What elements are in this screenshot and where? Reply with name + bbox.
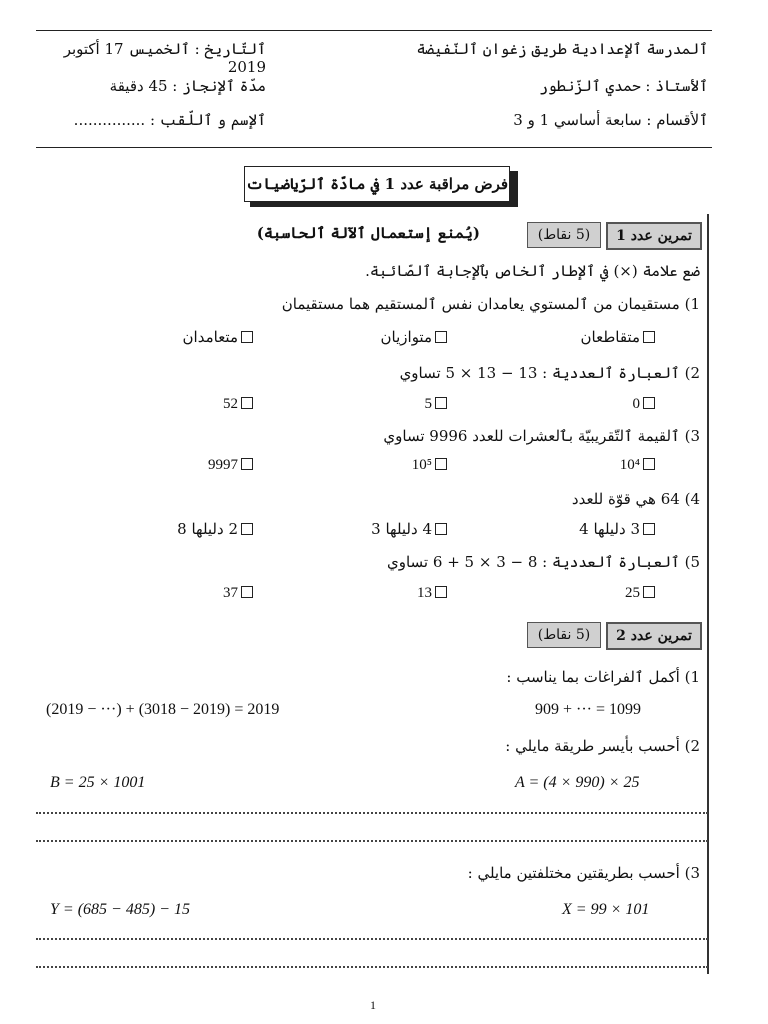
question-2: 2) ٱلعبارة ٱلعددية : 13 − 13 × 5 تساوي: [399, 364, 700, 382]
ex2-question-2: 2) أحسب بأيسر طريقة مايلي :: [505, 737, 700, 755]
exam-duration: مدّة ٱلإنجاز : 45 دقيقة: [109, 77, 266, 95]
q2-option-3[interactable]: 52: [223, 396, 256, 413]
checkbox-icon[interactable]: [435, 523, 447, 535]
exercise2-points: (5 نقاط): [537, 627, 591, 643]
q3-option-3[interactable]: 9997: [208, 457, 256, 474]
checkbox-icon[interactable]: [643, 397, 655, 409]
checkbox-icon[interactable]: [435, 586, 447, 598]
question-1: [100, 295, 700, 313]
page-number: 1: [370, 998, 376, 1012]
question-4: 4) 64 هي قوّة للعدد: [571, 490, 700, 508]
header-top-rule: [36, 30, 712, 31]
q5-option-1[interactable]: 25: [625, 585, 658, 602]
checkbox-icon[interactable]: [241, 331, 253, 343]
exercise1-label: تمرين عدد 1: [616, 228, 692, 244]
checkbox-icon[interactable]: [241, 586, 253, 598]
exercise1-instruction: ضع علامة (×) في ٱلإطار ٱلخاص بٱلإجابة ٱلصّائبة.: [365, 262, 700, 280]
exam-title: فرض مراقبة عدد 1 في مادّة ٱلرّياضيات: [245, 175, 509, 193]
q4-option-3[interactable]: 2 دليلها 8: [177, 520, 256, 538]
checkbox-icon[interactable]: [435, 331, 447, 343]
title-box: [244, 166, 510, 202]
q3-option-2[interactable]: 10⁵: [412, 457, 450, 474]
checkbox-icon[interactable]: [435, 458, 447, 470]
q1-option-2[interactable]: متوازيان: [381, 328, 450, 346]
question-1-text: مستقيمان من ٱلمستوي يعامدان نفس ٱلمستقيم هما مستقيمان: [281, 295, 680, 313]
calculator-note: (يُمنع إستعمال ٱلآلة ٱلحاسبة): [256, 224, 480, 242]
ex2-q3-equation-X: X = 99 × 101: [562, 901, 650, 918]
school-name: ٱلمدرسة ٱلإعدادية طريق زغوان ٱلنّفيضة: [416, 40, 708, 58]
exam-date: ٱلتّاريخ : ٱلخميس 17 أكتوبر 2019: [63, 40, 266, 76]
q2-option-1[interactable]: 0: [633, 396, 659, 413]
q1-option-1[interactable]: متقاطعان: [581, 328, 658, 346]
exercise1-points: (5 نقاط): [537, 227, 591, 243]
ex2-q2-equation-A: A = (4 × 990) × 25: [515, 774, 640, 791]
q4-option-2[interactable]: 4 دليلها 3: [371, 520, 450, 538]
q4-option-1[interactable]: 3 دليلها 4: [579, 520, 658, 538]
checkbox-icon[interactable]: [241, 523, 253, 535]
answer-dotted-line[interactable]: [36, 840, 708, 842]
ex2-question-3: 3) أحسب بطريقتين مختلفتين مايلي :: [467, 864, 700, 882]
checkbox-icon[interactable]: [241, 458, 253, 470]
margin-rule: [707, 214, 709, 974]
name-field[interactable]: ٱلإسم و ٱللّقب : ...............: [73, 111, 266, 129]
checkbox-icon[interactable]: [643, 331, 655, 343]
q3-option-1[interactable]: 10⁴: [620, 457, 658, 474]
ex2-q1-equation-left: (2019 − ···) + (3018 − 2019) = 2019: [46, 701, 280, 718]
question-5: 5) ٱلعبارة ٱلعددية : 8 − 3 × 5 + 6 تساوي: [387, 553, 700, 571]
checkbox-icon[interactable]: [643, 586, 655, 598]
question-1-num: 1): [684, 295, 700, 313]
ex2-q3-equation-Y: Y = (685 − 485) − 15: [50, 901, 190, 918]
classes: ٱلأقسام : سابعة أساسي 1 و 3: [513, 111, 708, 129]
ex2-q2-equation-B: B = 25 × 1001: [50, 774, 146, 791]
exercise2-label-box: [606, 622, 702, 650]
ex2-question-1: 1) أكمل ٱلفراغات بما يناسب :: [506, 668, 700, 686]
q5-option-2[interactable]: 13: [417, 585, 450, 602]
checkbox-icon[interactable]: [241, 397, 253, 409]
exercise1-label-box: [606, 222, 702, 250]
answer-dotted-line[interactable]: [36, 966, 708, 968]
answer-dotted-line[interactable]: [36, 938, 708, 940]
teacher-name: ٱلأستاذ : حمدي ٱلزّنطور: [539, 77, 708, 95]
q1-option-3[interactable]: متعامدان: [183, 328, 256, 346]
q5-option-3[interactable]: 37: [223, 585, 256, 602]
exercise1-points-box: [527, 222, 601, 248]
q2-option-2[interactable]: 5: [425, 396, 451, 413]
checkbox-icon[interactable]: [435, 397, 447, 409]
checkbox-icon[interactable]: [643, 523, 655, 535]
question-3: 3) ٱلقيمة ٱلتّقريبيّة بٱلعشرات للعدد 9996 تساوي: [383, 427, 700, 445]
checkbox-icon[interactable]: [643, 458, 655, 470]
exercise2-points-box: [527, 622, 601, 648]
ex2-q1-equation-right: 909 + ··· = 1099: [535, 701, 642, 718]
exercise2-label: تمرين عدد 2: [616, 628, 692, 644]
answer-dotted-line[interactable]: [36, 812, 708, 814]
header-bottom-rule: [36, 147, 712, 148]
